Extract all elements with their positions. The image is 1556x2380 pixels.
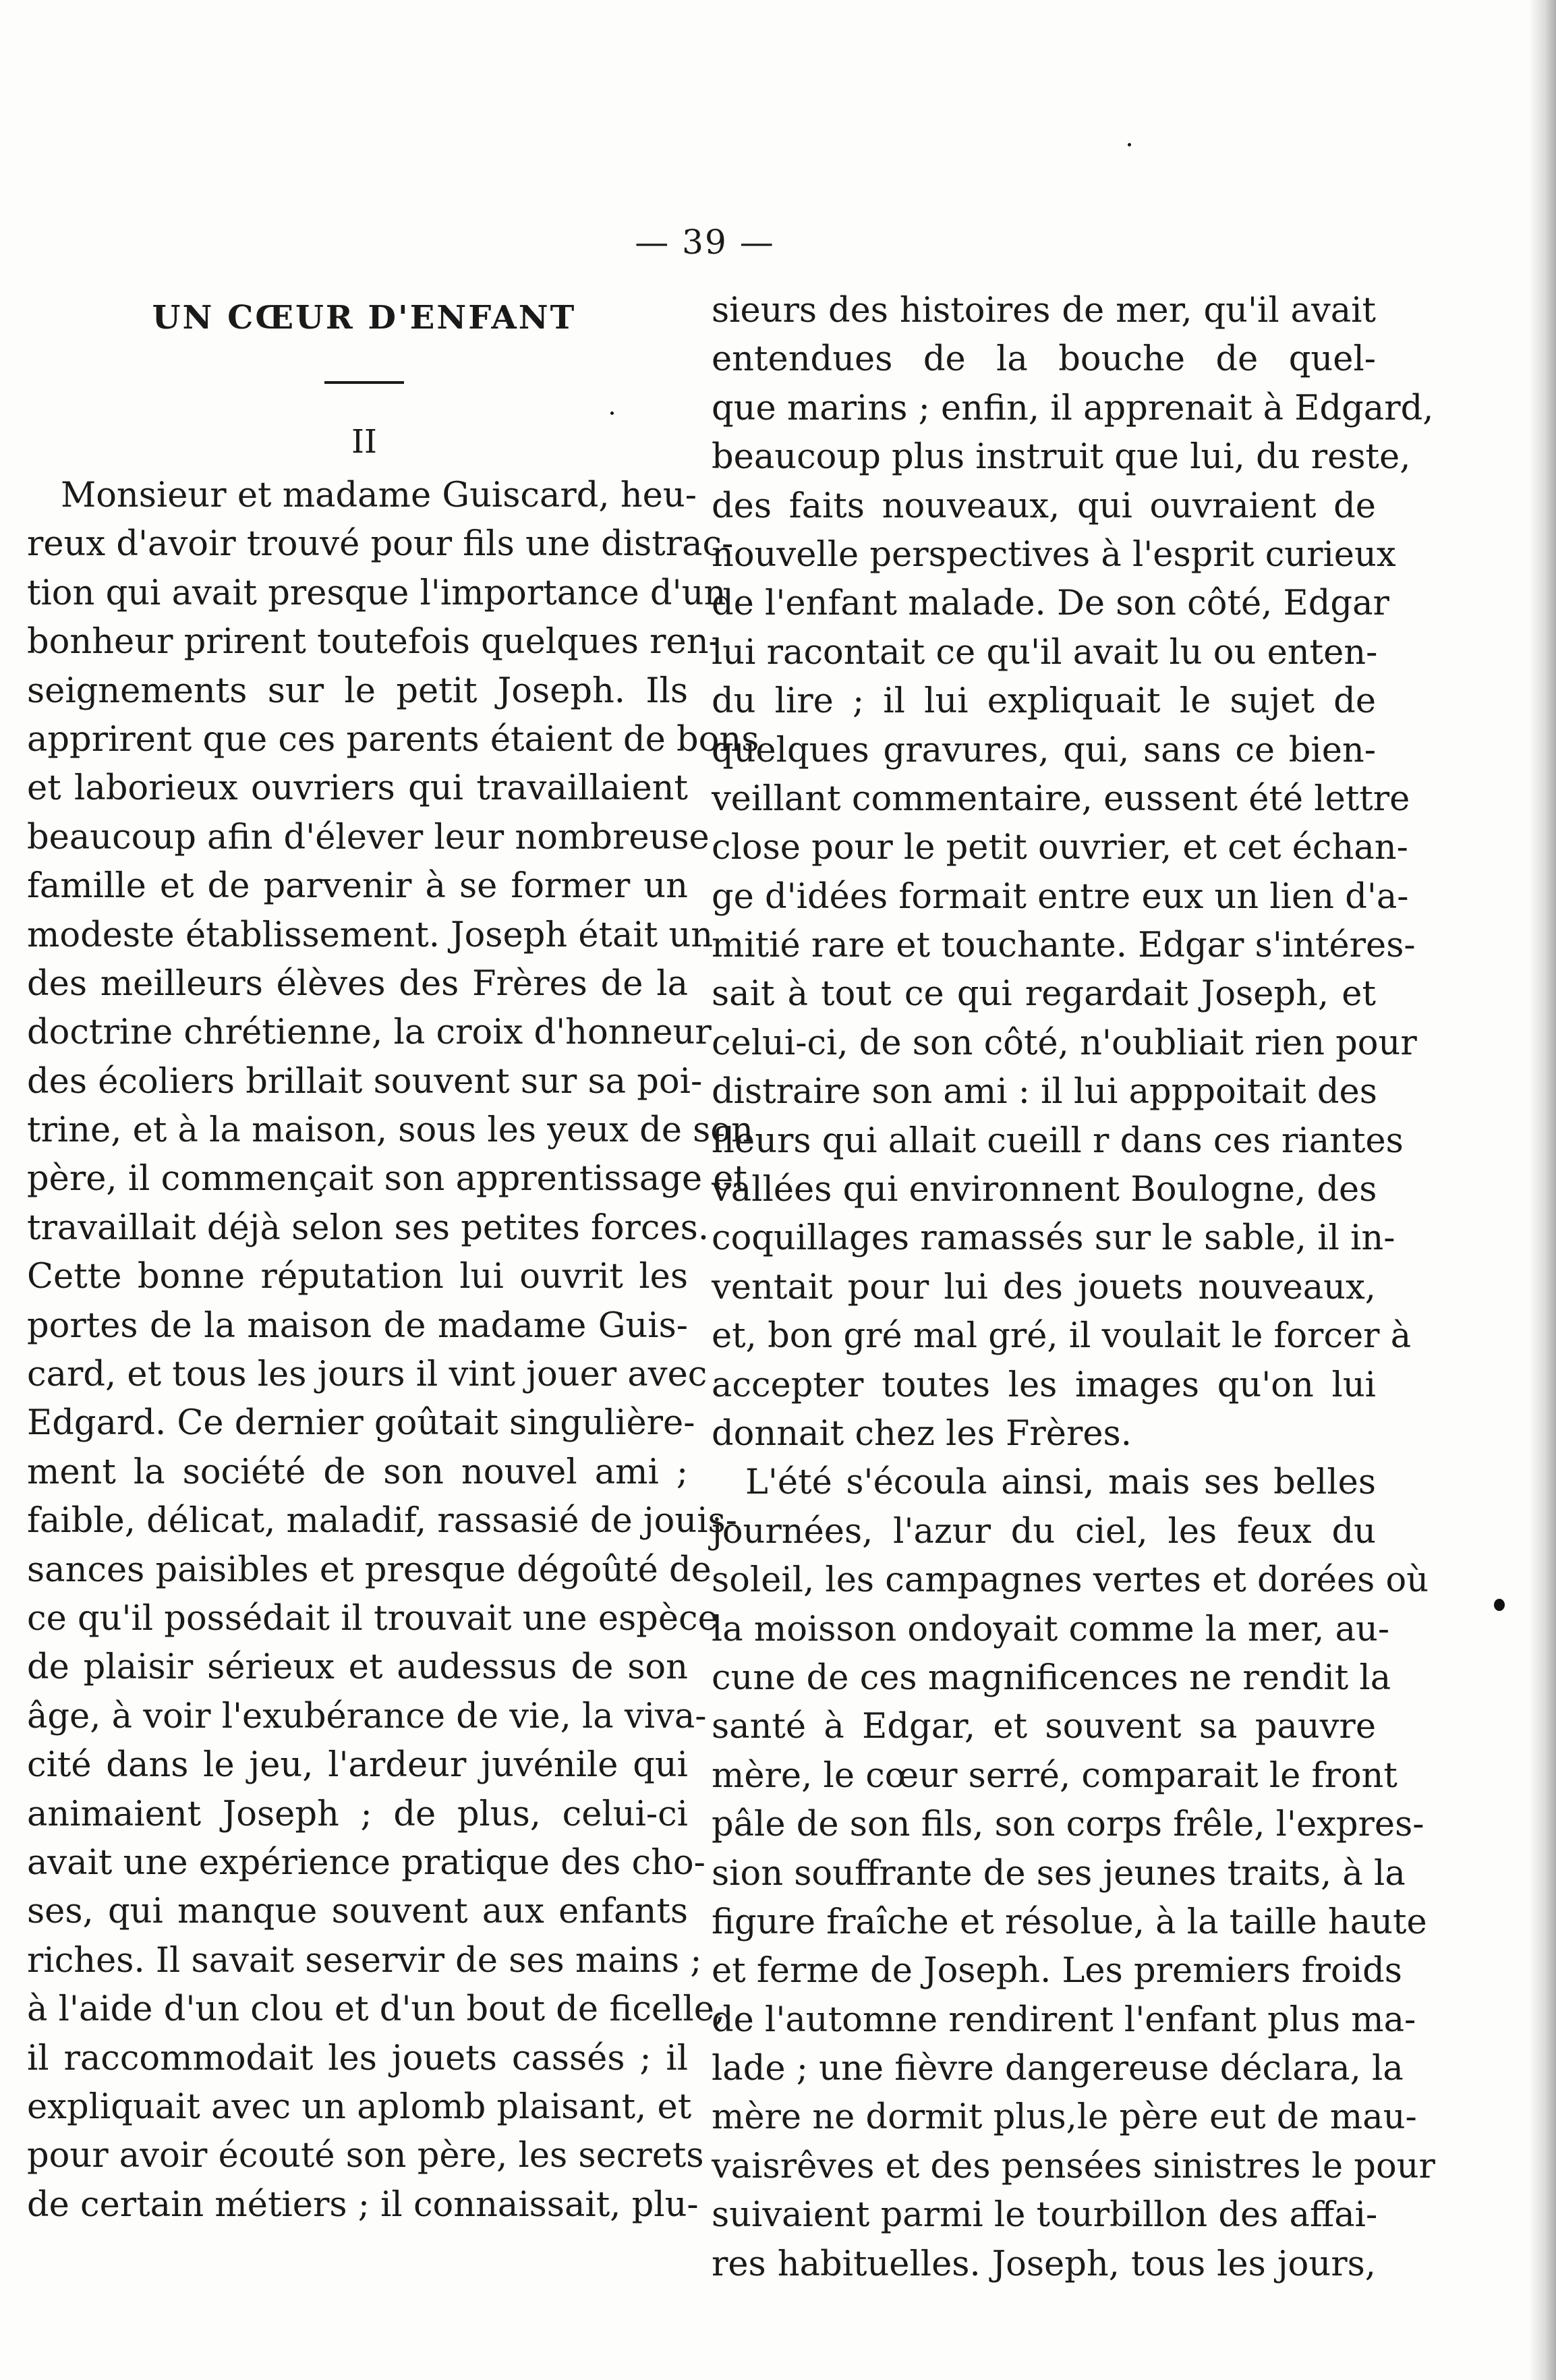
text-line: Edgard. Ce dernier goûtait singulière-	[27, 1403, 695, 1444]
text-line: cité dans le jeu, l'ardeur juvénile qui	[27, 1745, 688, 1786]
text-line: tion qui avait presque l'importance d'un	[27, 573, 726, 613]
text-line: à l'aide d'un clou et d'un bout de ficelle,	[27, 1989, 726, 2030]
text-line: ge d'idées formait entre eux un lien d'a-	[712, 876, 1409, 917]
text-line: lade ; une fièvre dangereuse déclara, la	[712, 2049, 1404, 2089]
text-line: soleil, les campagnes vertes et dorées où	[712, 1560, 1429, 1601]
text-line: sances paisibles et presque dégoûté de	[27, 1550, 712, 1590]
text-line: entendues de la bouche de quel-	[712, 339, 1376, 380]
text-line: de l'automne rendirent l'enfant plus ma-	[712, 2000, 1416, 2040]
text-line: apprirent que ces parents étaient de bons	[27, 719, 759, 760]
text-line: expliquait avec un aplomb plaisant, et	[27, 2087, 692, 2127]
text-line: ventait pour lui des jouets nouveaux,	[712, 1267, 1376, 1307]
text-line: sait à tout ce qui regardait Joseph, et	[712, 974, 1376, 1015]
text-line: suivaient parmi le tourbillon des affai-	[712, 2195, 1378, 2236]
text-line: seignements sur le petit Joseph. Ils	[27, 671, 688, 711]
text-line: et ferme de Joseph. Les premiers froids	[712, 1951, 1402, 1991]
article-title: UN CŒUR D'ENFANT	[152, 299, 577, 337]
text-line: res habituelles. Joseph, tous les jours,	[712, 2244, 1376, 2284]
text-line: veillant commentaire, eussent été lettre	[712, 778, 1410, 819]
text-line: fleurs qui allait cueill r dans ces riantes	[712, 1121, 1404, 1161]
text-line: de plaisir sérieux et audessus de son	[27, 1647, 688, 1688]
text-line: accepter toutes les images qu'on lui	[712, 1365, 1376, 1405]
text-line: distraire son ami : il lui apppoitait des	[712, 1072, 1377, 1112]
text-line: card, et tous les jours il vint jouer avec	[27, 1355, 708, 1395]
text-line: sion souffrante de ses jeunes traits, à la	[712, 1853, 1406, 1894]
text-line: modeste établissement. Joseph était un	[27, 915, 714, 955]
right-column	[712, 287, 1435, 2289]
text-line: Cette bonne réputation lui ouvrit les	[27, 1257, 688, 1297]
text-line: il raccommodait les jouets cassés ; il	[27, 2038, 688, 2078]
text-line: faible, délicat, maladif, rassasié de jouis-	[27, 1501, 737, 1541]
text-line: doctrine chrétienne, la croix d'honneur	[27, 1013, 712, 1053]
text-line: santé à Edgar, et souvent sa pauvre	[712, 1707, 1376, 1747]
text-line: celui-ci, de son côté, n'oubliait rien pour	[712, 1023, 1417, 1063]
text-line: animaient Joseph ; de plus, celui-ci	[27, 1794, 688, 1834]
chapter-number: II	[351, 423, 377, 461]
text-line: coquillages ramassés sur le sable, il in-	[712, 1218, 1395, 1259]
text-line: avait une expérience pratique des cho-	[27, 1842, 705, 1883]
text-line: la moisson ondoyait comme la mer, au-	[712, 1609, 1390, 1649]
text-line: portes de la maison de madame Guis-	[27, 1305, 688, 1346]
text-line: travaillait déjà selon ses petites forces.	[27, 1208, 710, 1248]
text-line: ment la société de son nouvel ami ;	[27, 1452, 688, 1492]
title-divider	[324, 381, 404, 384]
text-line: famille et de parvenir à se former un	[27, 866, 688, 907]
text-line: ce qu'il possédait il trouvait une espèce	[27, 1598, 718, 1639]
ink-speck	[1128, 143, 1131, 146]
text-line: des faits nouveaux, qui ouvraient de	[712, 486, 1376, 526]
text-line: et, bon gré mal gré, il voulait le forcer à	[712, 1316, 1412, 1357]
text-line: donnait chez les Frères.	[712, 1413, 1132, 1454]
text-line: du lire ; il lui expliquait le sujet de	[712, 681, 1376, 722]
text-line: des écoliers brillait souvent sur sa poi-	[27, 1061, 703, 1102]
text-line: reux d'avoir trouvé pour fils une distrac-	[27, 524, 734, 565]
text-line: riches. Il savait seservir de ses mains ;	[27, 1940, 702, 1981]
text-line: de certain métiers ; il connaissait, plu-	[27, 2184, 699, 2225]
text-line: sieurs des histoires de mer, qu'il avait	[712, 291, 1376, 331]
ink-speck	[1494, 1599, 1505, 1611]
text-line: mère ne dormit plus,le père eut de mau-	[712, 2097, 1417, 2138]
text-line: et laborieux ouvriers qui travaillaient	[27, 768, 688, 809]
text-line: ses, qui manque souvent aux enfants	[27, 1892, 688, 1932]
text-line: pour avoir écouté son père, les secrets	[27, 2136, 704, 2176]
right-column-text	[712, 287, 1435, 2289]
text-line: nouvelle perspectives à l'esprit curieux	[712, 534, 1396, 575]
text-line: quelques gravures, qui, sans ce bien-	[712, 730, 1376, 770]
text-line: que marins ; enfin, il apprenait à Edgard,	[712, 388, 1434, 428]
left-column-text	[27, 472, 759, 2230]
text-line: journées, l'azur du ciel, les feux du	[712, 1511, 1376, 1552]
text-line: vaisrêves et des pensées sinistres le pour	[712, 2146, 1435, 2186]
text-line: lui racontait ce qu'il avait lu ou enten-	[712, 632, 1378, 673]
text-line: trine, et à la maison, sous les yeux de son	[27, 1110, 753, 1151]
text-line: Monsieur et madame Guiscard, heu-	[61, 476, 697, 515]
text-line: figure fraîche et résolue, à la taille haute	[712, 1902, 1427, 1942]
text-line: beaucoup plus instruit que lui, du reste,	[712, 437, 1411, 478]
text-line: de l'enfant malade. De son côté, Edgar	[712, 584, 1389, 624]
text-line: mère, le cœur serré, comparait le front	[712, 1755, 1397, 1796]
ink-speck	[610, 412, 614, 415]
scan-edge-shadow	[1529, 0, 1556, 2380]
page-number: — 39 —	[635, 223, 775, 262]
left-column	[27, 287, 759, 2230]
text-line: pâle de son fils, son corps frêle, l'expres-	[712, 1805, 1424, 1845]
text-line: mitié rare et touchante. Edgar s'intéres-	[712, 926, 1416, 966]
text-line: père, il commençait son apprentissage et	[27, 1159, 747, 1199]
text-line: L'été s'écoula ainsi, mais ses belles	[745, 1463, 1376, 1503]
text-line: bonheur prirent toutefois quelques ren-	[27, 622, 720, 662]
text-line: close pour le petit ouvrier, et cet échan-	[712, 828, 1408, 868]
text-line: vallées qui environnent Boulogne, des	[712, 1170, 1377, 1210]
text-line: des meilleurs élèves des Frères de la	[27, 963, 688, 1004]
text-line: cune de ces magnificences ne rendit la	[712, 1658, 1391, 1698]
text-line: beaucoup afin d'élever leur nombreuse	[27, 817, 710, 857]
text-line: âge, à voir l'exubérance de vie, la viva-	[27, 1696, 707, 1736]
